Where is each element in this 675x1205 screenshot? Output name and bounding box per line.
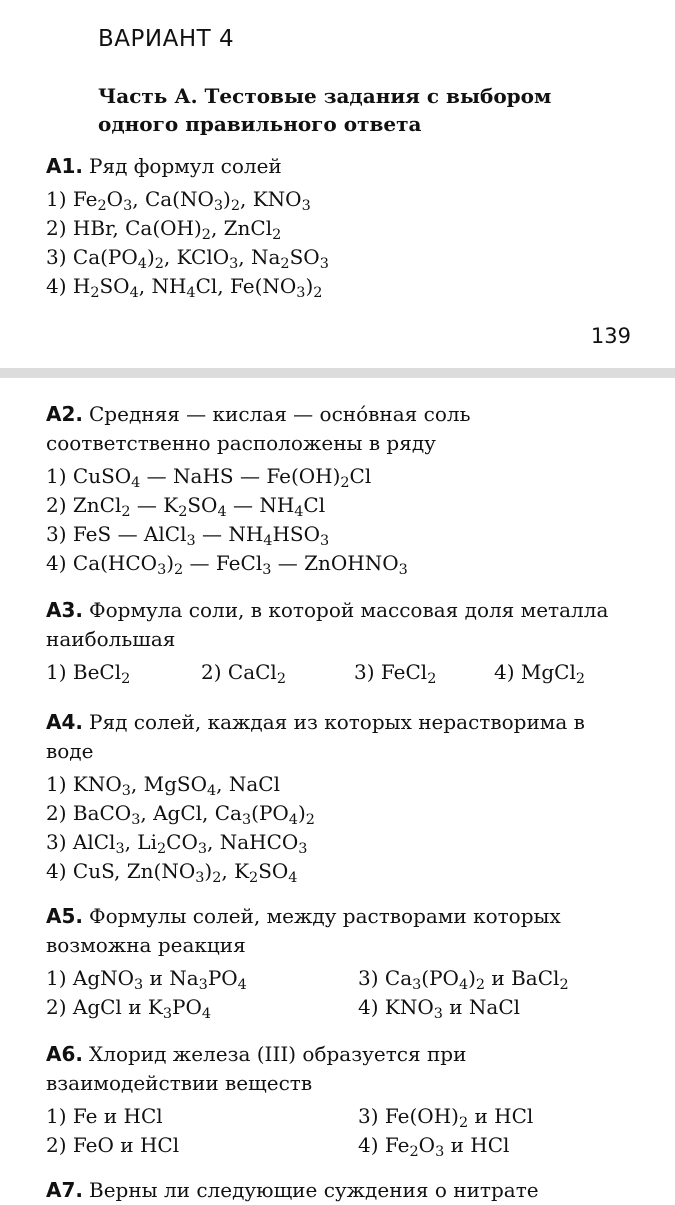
option: 3) FeCl$_2$ [354, 660, 437, 688]
option: 1) $Fe_2O_3$, $Ca(NO_3)_2$, $KNO_3$ [46, 187, 311, 215]
option: 3) AlCl$_3$, $Li_2CO_3$, NaHCO$_3$ [46, 830, 308, 858]
option: 1) Fe и HCl [46, 1104, 163, 1128]
question-label: А2. [46, 402, 83, 426]
question-text: Ряд солей, каждая из которых нерастворима в воде [46, 710, 585, 763]
option: 4) $KNO_3$ и NaCl [358, 995, 521, 1023]
page-top [0, 0, 675, 368]
question-a6 [46, 1040, 636, 1160]
question-label: А7. [46, 1178, 83, 1202]
option: 2) CaCl$_2$ [201, 660, 286, 688]
question-text: Хлорид железа (III) образуется при взаимодействии веществ [46, 1042, 467, 1095]
question-label: А4. [46, 710, 83, 734]
question-text: Верны ли следующие суждения о нитрате [89, 1178, 539, 1202]
page-number: 139 [590, 324, 631, 348]
question-a1 [46, 152, 636, 301]
option: 1) $KNO_3$, MgSO$_4$, NaCl [46, 772, 280, 800]
option: 2) AgCl и $K_3PO_4$ [46, 995, 211, 1023]
question-label: А5. [46, 904, 83, 928]
option: 2) FeO и HCl [46, 1133, 180, 1157]
option: 3) FeS — AlCl$_3$ — $NH_4HSO_3$ [46, 522, 330, 550]
option: 2) HBr, $Ca(OH)_2$, ZnCl$_2$ [46, 216, 282, 244]
question-text: Формулы солей, между растворами которых возможна реакция [46, 904, 561, 957]
option: 1) CuSO$_4$ — NaHS — $Fe(OH)_2Cl$ [46, 464, 372, 492]
option: 3) $Ca(PO_4)_2$, KClO$_3$, $Na_2SO_3$ [46, 245, 329, 273]
option: 4) CuS, $Zn(NO_3)_2$, $K_2SO_4$ [46, 859, 298, 887]
question-label: А3. [46, 598, 83, 622]
option: 4) $Ca(HCO_3)_2$ — FeCl$_3$ — ZnOHNO$_3$ [46, 551, 408, 579]
option: 4) MgCl$_2$ [494, 660, 586, 688]
page-gutter [0, 368, 675, 378]
question-a4 [46, 708, 636, 886]
question-text: Формула соли, в которой массовая доля металла наибольшая [46, 598, 609, 651]
option: 2) ZnCl$_2$ — $K_2SO_4$ — $NH_4Cl$ [46, 493, 326, 521]
question-a3 [46, 596, 636, 687]
option: 3) $Ca_3(PO_4)_2$ и BaCl$_2$ [358, 966, 569, 994]
option: 4) $H_2SO_4$, $NH_4Cl$, $Fe(NO_3)_2$ [46, 274, 323, 302]
option: 1) BeCl$_2$ [46, 660, 131, 688]
variant-title: ВАРИАНТ 4 [98, 26, 235, 52]
question-text: Ряд формул солей [89, 154, 282, 178]
question-text: Средняя — кислая — осно́вная соль соответственно расположены в ряду [46, 402, 471, 455]
question-label: А6. [46, 1042, 83, 1066]
question-a7 [46, 1176, 636, 1205]
question-a5 [46, 902, 636, 1022]
question-label: А1. [46, 154, 83, 178]
option: 1) AgNO$_3$ и $Na_3PO_4$ [46, 966, 247, 994]
question-a2 [46, 400, 636, 578]
option: 3) $Fe(OH)_2$ и HCl [358, 1104, 534, 1132]
option: 4) $Fe_2O_3$ и HCl [358, 1133, 510, 1161]
option: 2) BaCO$_3$, AgCl, $Ca_3(PO_4)_2$ [46, 801, 315, 829]
part-title: Часть А. Тестовые задания с выбором одного правильного ответа [98, 84, 552, 136]
page-bottom [0, 378, 675, 1200]
